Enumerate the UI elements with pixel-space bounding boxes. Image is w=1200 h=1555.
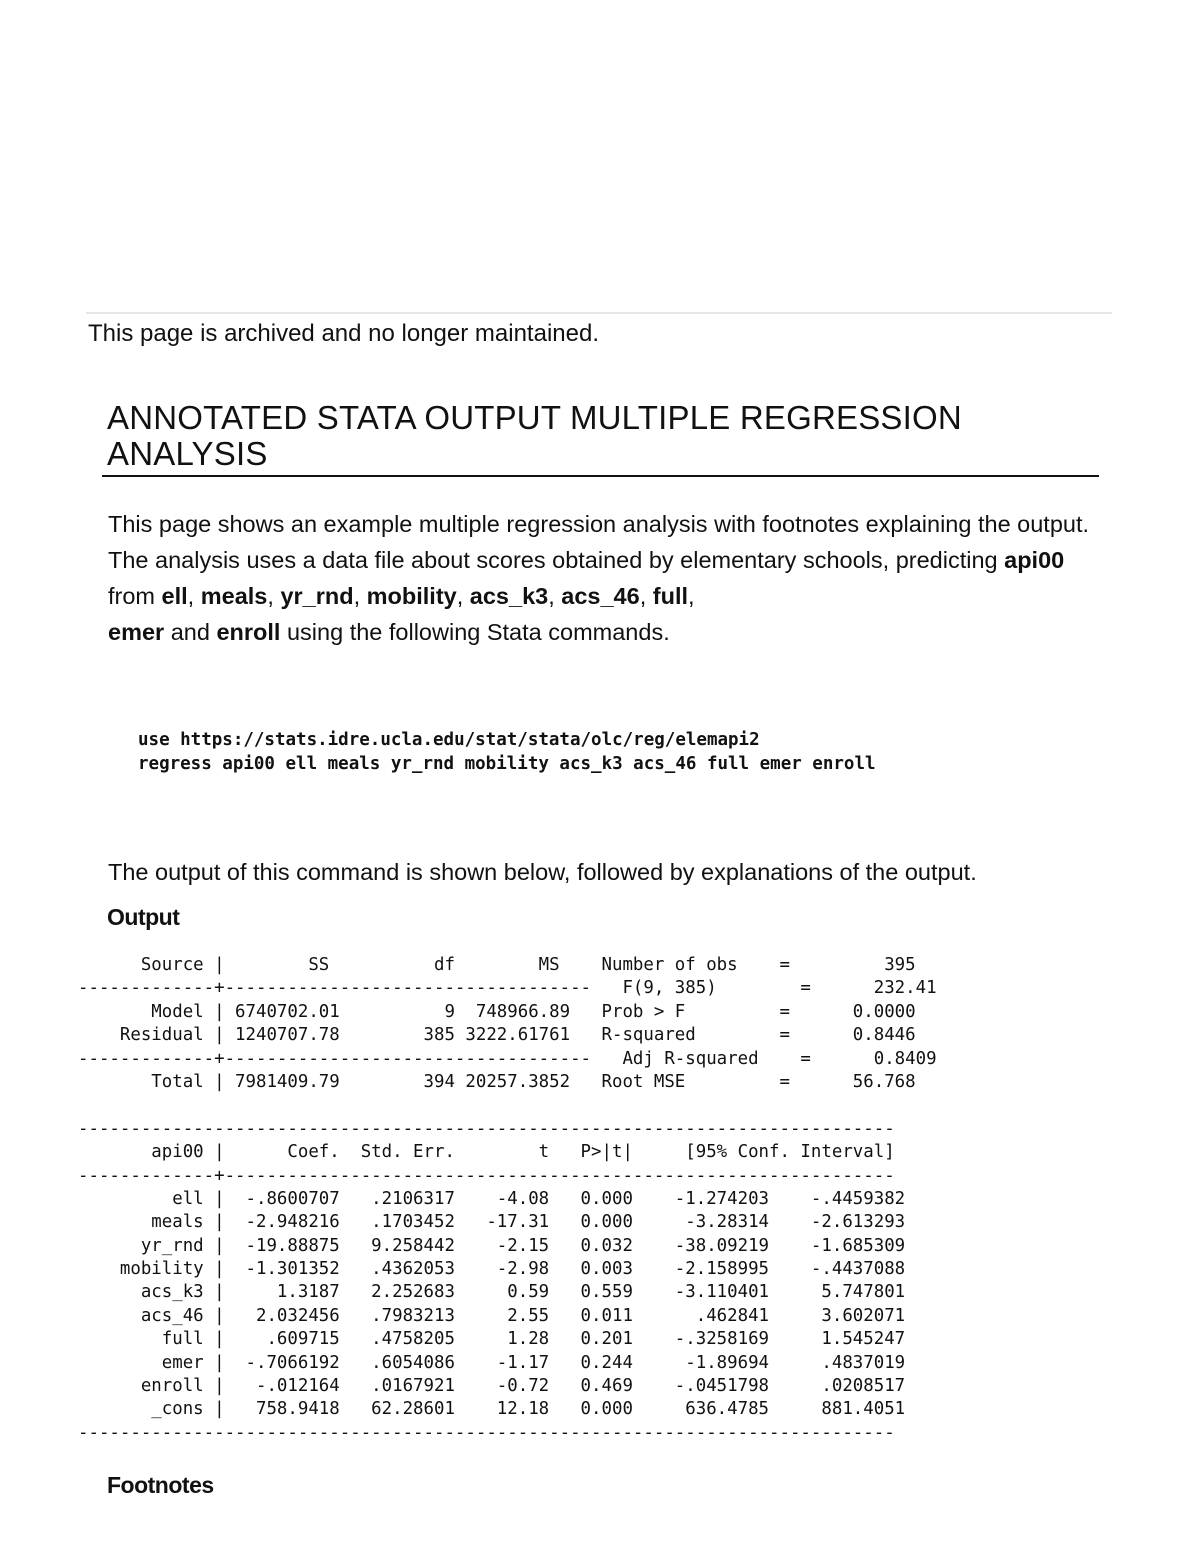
intro-separator: , bbox=[456, 583, 470, 609]
coef-header-row: api00 | Coef. Std. Err. t P>|t| [95% Conf. Interval] bbox=[78, 1142, 895, 1163]
spacer bbox=[78, 1094, 937, 1117]
coef-row: mobility | -1.301352 .4362053 -2.98 0.003 -2.158995 -.4437088 bbox=[78, 1259, 906, 1280]
var-api00: api00 bbox=[1004, 547, 1065, 573]
footnotes-heading: Footnotes bbox=[107, 1472, 214, 1498]
page-title: ANNOTATED STATA OUTPUT MULTIPLE REGRESSION ANALYSIS bbox=[107, 399, 962, 472]
var-ell: ell bbox=[161, 583, 188, 609]
anova-rule: -------------+----------------------------------- Adj R-squared = 0.8409 bbox=[78, 1048, 937, 1069]
coef-row: acs_46 | 2.032456 .7983213 2.55 0.011 .462841 3.602071 bbox=[78, 1305, 906, 1326]
coef-row: _cons | 758.9418 62.28601 12.18 0.000 636.4785 881.4051 bbox=[78, 1399, 906, 1420]
intro-separator: , bbox=[548, 583, 562, 609]
coef-row: meals | -2.948216 .1703452 -17.31 0.000 -3.28314 -2.613293 bbox=[78, 1212, 906, 1233]
coef-row: emer | -.7066192 .6054086 -1.17 0.244 -1.89694 .4837019 bbox=[78, 1352, 906, 1373]
anova-rule: -------------+----------------------------------- F(9, 385) = 232.41 bbox=[78, 978, 937, 999]
intro-separator: , bbox=[639, 583, 653, 609]
intro-separator: , bbox=[688, 583, 695, 609]
command-line: regress api00 ell meals yr_rnd mobility acs_k3 acs_46 full emer enroll bbox=[138, 754, 876, 774]
title-underline bbox=[102, 475, 1099, 477]
coef-row: enroll | -.012164 .0167921 -0.72 0.469 -.0451798 .0208517 bbox=[78, 1376, 906, 1397]
anova-row: Model | 6740702.01 9 748966.89 Prob > F = 0.0000 bbox=[78, 1001, 916, 1022]
var-acs-46: acs_46 bbox=[561, 583, 640, 609]
stata-commands bbox=[138, 728, 876, 776]
var-yr-rnd: yr_rnd bbox=[280, 583, 354, 609]
anova-row: Residual | 1240707.78 385 3222.61761 R-squared = 0.8446 bbox=[78, 1025, 916, 1046]
anova-row: Total | 7981409.79 394 20257.3852 Root MSE = 56.768 bbox=[78, 1071, 916, 1092]
command-line: use https://stats.idre.ucla.edu/stat/stata/olc/reg/elemapi2 bbox=[138, 730, 760, 750]
var-mobility: mobility bbox=[366, 583, 457, 609]
var-full: full bbox=[652, 583, 689, 609]
intro-separator: , bbox=[267, 583, 281, 609]
intro-text: from bbox=[108, 583, 162, 609]
table-rule: ------------------------------------------------------------------------------ bbox=[78, 1118, 895, 1139]
intro-text: This page shows an example multiple regression analysis with footnotes explaining the output. The analysis uses a data file about scores obtained by elementary schools, predicting bbox=[108, 511, 1090, 573]
var-acs-k3: acs_k3 bbox=[469, 583, 549, 609]
top-divider bbox=[86, 312, 1112, 314]
coef-row: acs_k3 | 1.3187 2.252683 0.59 0.559 -3.110401 5.747801 bbox=[78, 1282, 906, 1303]
anova-header-row: Source | SS df MS Number of obs = 395 bbox=[78, 955, 916, 975]
var-meals: meals bbox=[200, 583, 268, 609]
intro-paragraph bbox=[108, 506, 1098, 650]
coef-row: full | .609715 .4758205 1.28 0.201 -.3258169 1.545247 bbox=[78, 1329, 906, 1350]
intro-separator: , bbox=[187, 583, 201, 609]
intro-text: and bbox=[164, 619, 217, 645]
output-heading: Output bbox=[107, 904, 180, 930]
coef-row: yr_rnd | -19.88875 9.258442 -2.15 0.032 -38.09219 -1.685309 bbox=[78, 1235, 906, 1256]
output-description: The output of this command is shown below, followed by explanations of the output. bbox=[108, 859, 977, 885]
var-emer: emer bbox=[108, 619, 165, 645]
table-rule: ------------------------------------------------------------------------------ bbox=[78, 1422, 895, 1443]
intro-separator: , bbox=[353, 583, 367, 609]
coef-row: ell | -.8600707 .2106317 -4.08 0.000 -1.274203 -.4459382 bbox=[78, 1188, 906, 1209]
intro-text: using the following Stata commands. bbox=[280, 619, 670, 645]
stata-output bbox=[78, 954, 937, 1445]
var-enroll: enroll bbox=[216, 619, 281, 645]
archived-notice: This page is archived and no longer maintained. bbox=[88, 320, 599, 347]
table-rule: -------------+---------------------------------------------------------------- bbox=[78, 1165, 895, 1186]
